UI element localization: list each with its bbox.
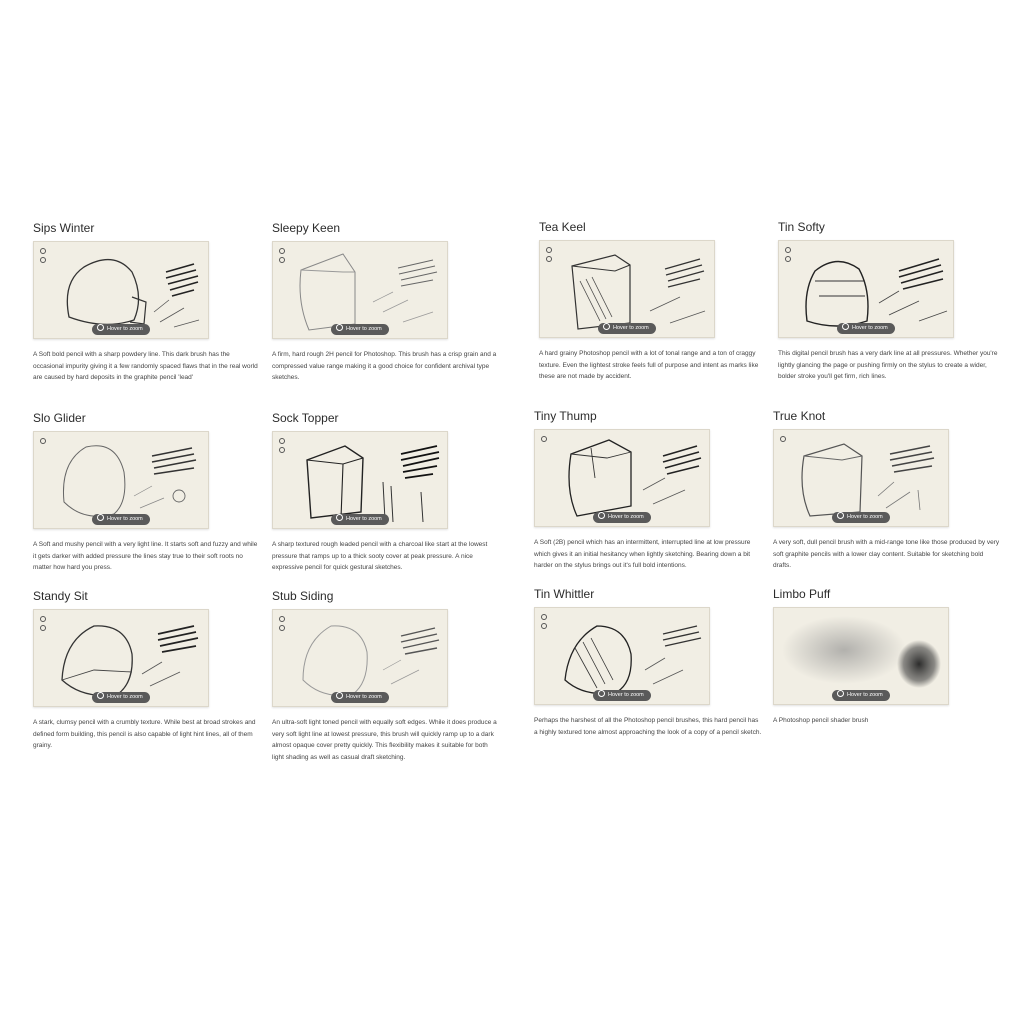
brush-description: A firm, hard rough 2H pencil for Photoshop. This brush has a crisp grain and a compressed value range making it a good choice for confident archival type sketches. xyxy=(272,351,497,381)
brush-title: Tea Keel xyxy=(539,220,586,234)
zoom-label: Hover to zoom xyxy=(346,516,382,522)
brush-description: A Soft bold pencil with a sharp powdery line. This dark brush has the occasional impurity giving it a few randomly spaced flaws that in the real world are caused by hard deposits in the graphite pencil 'lead' xyxy=(33,351,258,381)
hover-to-zoom-badge[interactable] xyxy=(837,323,895,334)
brush-description: A Photoshop pencil shader brush xyxy=(773,717,869,724)
brush-title: True Knot xyxy=(773,409,826,423)
brush-card-slo-glider xyxy=(33,411,263,574)
pressure-dots xyxy=(541,614,547,632)
brush-description: A sharp textured rough leaded pencil with a charcoal like start at the lowest pressure that ramps up to a thick sooty cover at peak pressure. A nice expressive pencil for quick gestural sketches. xyxy=(272,541,488,571)
zoom-label: Hover to zoom xyxy=(107,326,143,332)
brush-preview[interactable] xyxy=(272,241,448,339)
zoom-label: Hover to zoom xyxy=(847,692,883,698)
brush-description: Perhaps the harshest of all the Photoshop pencil brushes, this hard pencil has a highly textured tone almost approaching the look of a copy of a pencil sketch. xyxy=(534,717,762,736)
brush-title: Limbo Puff xyxy=(773,587,831,601)
brush-description: An ultra-soft light toned pencil with equally soft edges. While it does produce a very soft light line at lowest pressure, this brush will quickly ramp up to a dark almost opaque cover pretty quickly. This flexibility makes it suitable for both light shading as well as casual draft sketching. xyxy=(272,719,497,761)
zoom-label: Hover to zoom xyxy=(613,325,649,331)
brush-title: Slo Glider xyxy=(33,411,86,425)
brush-card-sleepy-keen xyxy=(272,221,502,384)
pressure-dots xyxy=(279,438,285,456)
brush-preview[interactable] xyxy=(773,429,949,527)
brush-title: Stub Siding xyxy=(272,589,334,603)
pressure-dots xyxy=(546,247,552,265)
zoom-icon xyxy=(336,324,343,331)
pressure-dots xyxy=(785,247,791,265)
brush-card-tea-keel xyxy=(539,220,769,383)
zoom-icon xyxy=(837,690,844,697)
brush-title: Standy Sit xyxy=(33,589,88,603)
brush-title: Tin Whittler xyxy=(534,587,595,601)
brush-title: Sips Winter xyxy=(33,221,95,235)
pressure-dots xyxy=(40,248,46,266)
zoom-label: Hover to zoom xyxy=(346,694,382,700)
brush-card-sips-winter xyxy=(33,221,263,384)
zoom-icon xyxy=(842,323,849,330)
zoom-icon xyxy=(603,323,610,330)
pressure-dots xyxy=(279,248,285,266)
brush-card-standy-sit xyxy=(33,589,263,752)
zoom-label: Hover to zoom xyxy=(608,514,644,520)
brush-preview[interactable] xyxy=(773,607,949,705)
zoom-label: Hover to zoom xyxy=(107,516,143,522)
brush-card-true-knot xyxy=(773,409,1003,572)
brush-description: A stark, clumsy pencil with a crumbly texture. While best at broad strokes and defined form building, this pencil is also capable of light hint lines, all of them grainy. xyxy=(33,719,256,749)
hover-to-zoom-badge[interactable] xyxy=(593,512,651,523)
pressure-dots xyxy=(541,436,547,445)
brush-card-sock-topper xyxy=(272,411,502,574)
zoom-label: Hover to zoom xyxy=(107,694,143,700)
brush-preview[interactable] xyxy=(272,609,448,707)
brush-card-tin-whittler xyxy=(534,587,764,738)
hover-to-zoom-badge[interactable] xyxy=(92,324,150,335)
hover-to-zoom-badge[interactable] xyxy=(598,323,656,334)
zoom-icon xyxy=(598,690,605,697)
brush-description: This digital pencil brush has a very dark line at all pressures. Whether you're lightly glancing the page or pushing firmly on the stylus to create a wider, bolder stroke you'll get firm, rich lines. xyxy=(778,350,998,380)
brush-preview[interactable] xyxy=(33,431,209,529)
brush-title: Tiny Thump xyxy=(534,409,597,423)
brush-description: A hard grainy Photoshop pencil with a lot of tonal range and a ton of craggy texture. Even the lightest stroke feels full of purpose and intent as marks like these are not made by accident. xyxy=(539,350,759,380)
zoom-label: Hover to zoom xyxy=(847,514,883,520)
zoom-icon xyxy=(598,512,605,519)
pressure-dots xyxy=(40,616,46,634)
pressure-dots xyxy=(279,616,285,634)
brush-preview[interactable] xyxy=(778,240,954,338)
zoom-icon xyxy=(837,512,844,519)
hover-to-zoom-badge[interactable] xyxy=(92,514,150,525)
brush-card-stub-siding xyxy=(272,589,502,763)
hover-to-zoom-badge[interactable] xyxy=(331,514,389,525)
zoom-label: Hover to zoom xyxy=(852,325,888,331)
pressure-dots xyxy=(40,438,46,447)
zoom-label: Hover to zoom xyxy=(608,692,644,698)
hover-to-zoom-badge[interactable] xyxy=(832,512,890,523)
hover-to-zoom-badge[interactable] xyxy=(593,690,651,701)
zoom-icon xyxy=(336,692,343,699)
zoom-label: Hover to zoom xyxy=(346,326,382,332)
brush-preview[interactable] xyxy=(272,431,448,529)
brush-description: A very soft, dull pencil brush with a mid-range tone like those produced by very soft graphite pencils with a lower clay content. Suitable for sketching bold drafts. xyxy=(773,539,1000,569)
zoom-icon xyxy=(97,324,104,331)
brush-title: Tin Softy xyxy=(778,220,825,234)
brush-preview[interactable] xyxy=(539,240,715,338)
brush-preview[interactable] xyxy=(33,609,209,707)
brush-description: A Soft (2B) pencil which has an intermittent, interrupted line at low pressure which gives it an initial hesitancy when lightly sketching. Bearing down a bit harder on the stylus brings out it's full bold intentions. xyxy=(534,539,751,569)
zoom-icon xyxy=(97,692,104,699)
brush-preview[interactable] xyxy=(534,607,710,705)
brush-card-limbo-puff xyxy=(773,587,1003,727)
brush-preview[interactable] xyxy=(33,241,209,339)
zoom-icon xyxy=(336,514,343,521)
brush-title: Sock Topper xyxy=(272,411,339,425)
hover-to-zoom-badge[interactable] xyxy=(92,692,150,703)
brush-card-tiny-thump xyxy=(534,409,764,572)
brush-title: Sleepy Keen xyxy=(272,221,341,235)
pressure-dots xyxy=(780,436,786,445)
zoom-icon xyxy=(97,514,104,521)
brush-card-tin-softy xyxy=(778,220,1008,383)
brush-preview[interactable] xyxy=(534,429,710,527)
hover-to-zoom-badge[interactable] xyxy=(331,692,389,703)
hover-to-zoom-badge[interactable] xyxy=(331,324,389,335)
hover-to-zoom-badge[interactable] xyxy=(832,690,890,701)
brush-description: A Soft and mushy pencil with a very light line. It starts soft and fuzzy and while it gets darker with added pressure the lines stay true to their soft roots no matter how hard you press. xyxy=(33,541,258,571)
